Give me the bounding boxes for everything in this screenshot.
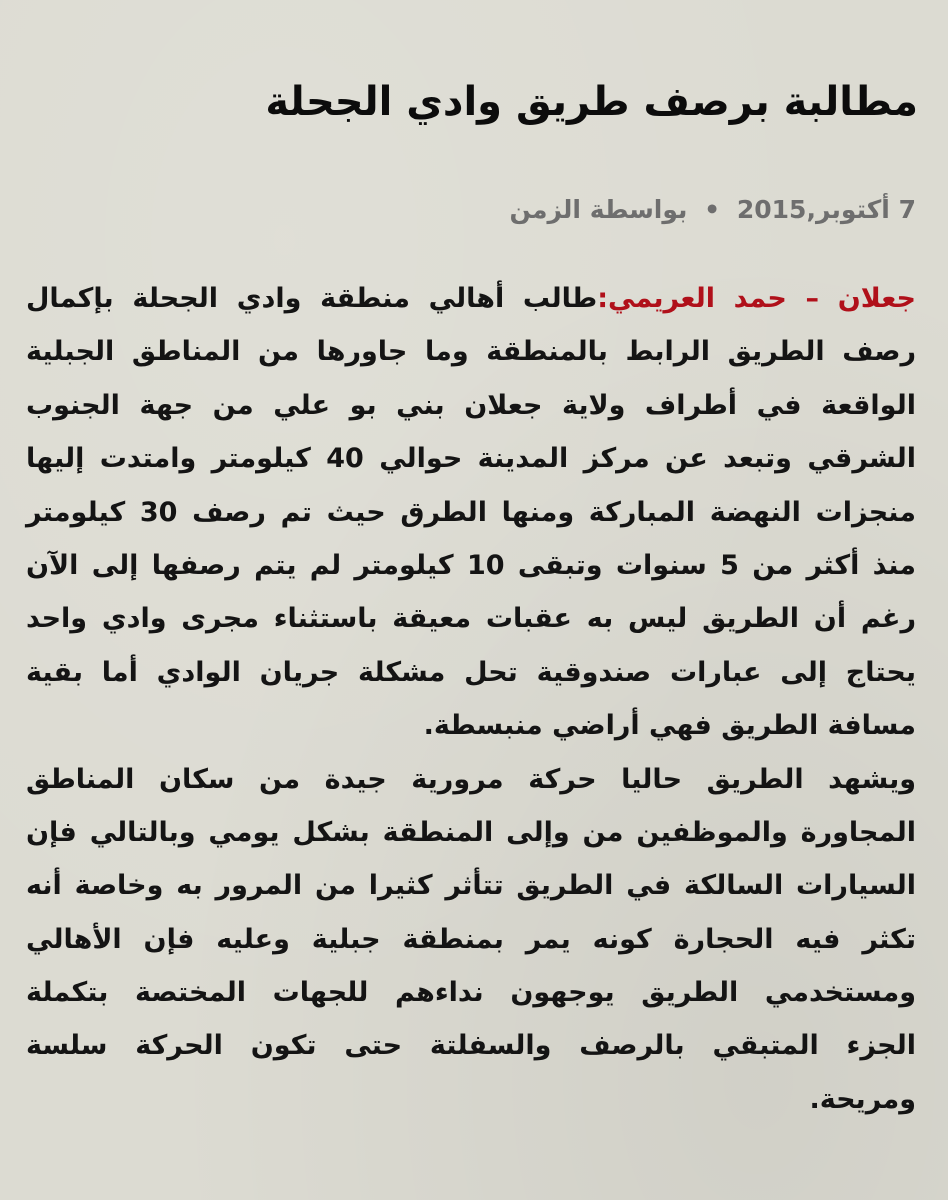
- article-meta: [316, 188, 916, 232]
- body-line: مسافة الطريق فهي أراضي منبسطة.: [423, 710, 916, 742]
- body-line: منذ أكثر من 5 سنوات وتبقى 10 كيلومتر لم يتم رصفها إلى الآن: [26, 549, 916, 581]
- article-title: مطالبة برصف طريق وادي الجحلة: [265, 79, 918, 125]
- body-line: يحتاج إلى عبارات صندوقية تحل مشكلة جريان الوادي أما بقية: [26, 656, 916, 688]
- body-line: رغم أن الطريق ليس به عقبات معيقة باستثناء مجرى وادي واحد: [26, 603, 916, 635]
- body-line: ويشهد الطريق حاليا حركة مرورية جيدة من سكان المناطق: [26, 763, 916, 795]
- body-line: رصف الطريق الرابط بالمنطقة وما جاورها من المناطق الجبلية: [26, 336, 916, 368]
- meta-separator: •: [704, 195, 721, 224]
- body-line: الشرقي وتبعد عن مركز المدينة حوالي 40 كيلومتر وامتدت إليها: [26, 443, 916, 475]
- body-line: منجزات النهضة المباركة ومنها الطرق حيث تم رصف 30 كيلومتر: [26, 496, 916, 528]
- body-line-text: طالب أهالي منطقة وادي الجحلة بإكمال: [26, 283, 598, 314]
- article-author: بواسطة الزمن: [509, 195, 688, 224]
- body-line: تكثر فيه الحجارة كونه يمر بمنطقة جبلية وعليه فإن الأهالي: [26, 923, 916, 955]
- article-body: [26, 272, 916, 1126]
- body-line: السيارات السالكة في الطريق تتأثر كثيرا من المرور به وخاصة أنه: [26, 870, 916, 902]
- article-byline: جعلان – حمد العريمي:: [597, 283, 916, 314]
- article-date: 7 أكتوبر,2015: [736, 195, 916, 224]
- body-line: ومريحة.: [809, 1083, 916, 1115]
- body-line: ومستخدمي الطريق يوجهون نداءهم للجهات المختصة بتكملة: [26, 977, 916, 1009]
- body-line: الواقعة في أطراف ولاية جعلان بني بو علي من جهة الجنوب: [26, 389, 916, 421]
- body-line: المجاورة والموظفين من وإلى المنطقة بشكل يومي وبالتالي فإن: [26, 816, 916, 848]
- body-line: [26, 272, 916, 325]
- body-line: الجزء المتبقي بالرصف والسفلتة حتى تكون الحركة سلسة: [26, 1030, 916, 1062]
